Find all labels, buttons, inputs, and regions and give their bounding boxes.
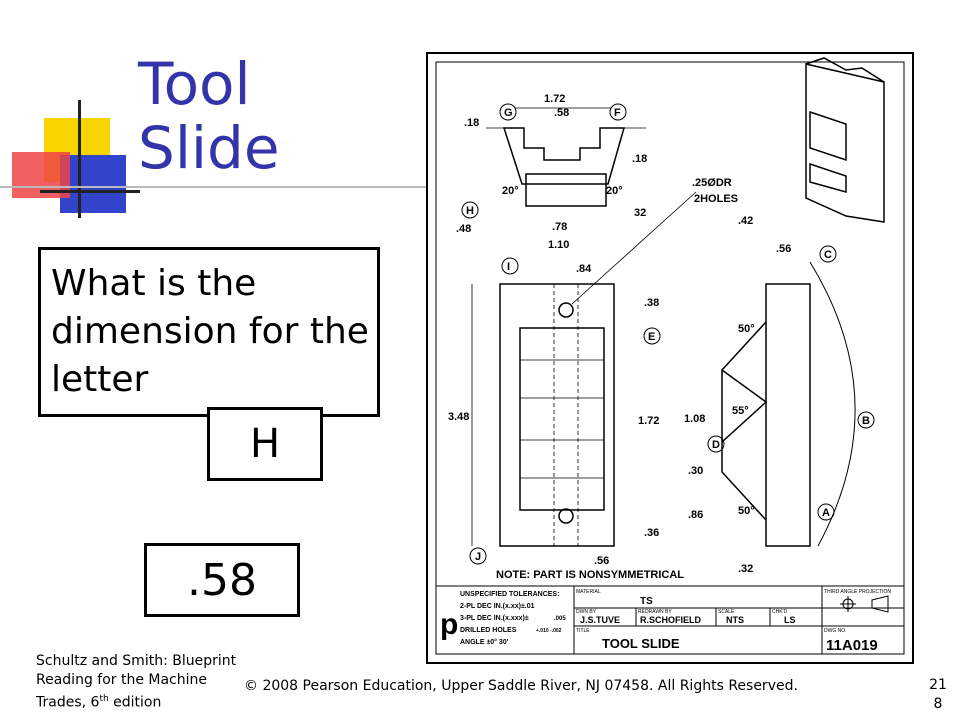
- dim-172b: 1.72: [638, 415, 660, 427]
- page-number-line-1: 21: [929, 677, 947, 693]
- page-number-line-2: 8: [933, 696, 943, 712]
- citation: [36, 652, 246, 713]
- tb-title: TOOL SLIDE: [602, 636, 680, 651]
- dim-18b: .18: [632, 153, 648, 165]
- svg-text:J: J: [475, 551, 482, 563]
- ang-50a: 50°: [738, 323, 755, 335]
- ang-20a: 20°: [502, 185, 519, 197]
- citation-sup: th: [99, 694, 109, 704]
- dim-32b: .32: [738, 563, 754, 575]
- tb-dwn: J.S.TUVE: [580, 615, 621, 625]
- tb-tol3: DRILLED HOLES: [460, 627, 517, 634]
- tb-unspec: UNSPECIFIED TOLERANCES:: [460, 591, 560, 598]
- svg-text:A: A: [822, 507, 830, 519]
- svg-text:H: H: [466, 205, 474, 217]
- dim-48: .48: [456, 223, 472, 235]
- citation-line-3-end: edition: [108, 694, 162, 711]
- dim-56a: .56: [776, 243, 792, 255]
- svg-text:G: G: [504, 107, 513, 119]
- answer-box: .58: [144, 543, 300, 617]
- citation-line-2: Reading for the Machine: [36, 672, 208, 688]
- label-c: [820, 246, 836, 262]
- tb-tol4: ANGLE ±0° 30': [460, 639, 509, 646]
- title-line-1: Tool: [138, 50, 251, 118]
- svg-text:I: I: [507, 261, 511, 273]
- ang-20b: 20°: [606, 185, 623, 197]
- title-divider: [0, 186, 430, 188]
- tb-scale: NTS: [726, 615, 744, 625]
- isometric-sketch: [806, 58, 884, 222]
- tb-dwgno-lbl: DWG NO.: [824, 628, 847, 634]
- tb-tol3v: +.010 -.002: [536, 628, 562, 634]
- svg-text:F: F: [614, 107, 621, 119]
- tb-tol2v: .005: [554, 616, 566, 622]
- svg-text:D: D: [712, 439, 720, 451]
- label-e: [644, 328, 660, 344]
- svg-text:C: C: [824, 249, 832, 261]
- tb-logo: p: [440, 608, 459, 641]
- dim-108: 1.08: [684, 413, 706, 425]
- tb-projection: THIRD ANGLE PROJECTION: [824, 589, 891, 595]
- label-i: [502, 258, 518, 274]
- citation-line-1: Schultz and Smith: Blueprint: [36, 653, 237, 669]
- drawing-note: NOTE: PART IS NONSYMMETRICAL: [496, 569, 685, 581]
- dim-84: .84: [576, 263, 592, 275]
- tb-tol2: 3-PL DEC IN.(x.xxx)±: [460, 615, 529, 622]
- dim-110: 1.10: [548, 239, 570, 251]
- tb-redrawn: R.SCHOFIELD: [640, 615, 702, 625]
- tb-redrawn-lbl: REDRAWN BY: [638, 609, 672, 615]
- dim-32a: 32: [634, 207, 647, 219]
- question-text: What is the dimension for the letter: [51, 263, 369, 400]
- tb-title-lbl: TITLE: [576, 628, 590, 634]
- label-b: [858, 412, 874, 428]
- copyright: © 2008 Pearson Education, Upper Saddle River, NJ 07458. All Rights Reserved.: [244, 678, 798, 694]
- ang-55: 55°: [732, 405, 749, 417]
- tb-material-lbl: MATERIAL: [576, 589, 601, 595]
- label-j: [470, 548, 486, 564]
- dim-25: .25ØDR: [692, 177, 732, 189]
- dim-18a: .18: [464, 117, 480, 129]
- tb-material: TS: [640, 596, 653, 607]
- label-f: [610, 104, 626, 120]
- logo-decoration: [0, 100, 140, 220]
- tb-tol1: 2-PL DEC IN.(x.xx)±.01: [460, 603, 535, 610]
- dim-56b: .56: [594, 555, 610, 567]
- slide-title: [138, 52, 280, 180]
- dim-42: .42: [738, 215, 754, 227]
- tb-chkd-lbl: CHK'D: [772, 609, 788, 615]
- question-box: [38, 247, 380, 417]
- dim-36: .36: [644, 527, 660, 539]
- dim-38: .38: [644, 297, 660, 309]
- dim-holes: 2HOLES: [694, 193, 739, 205]
- tb-dwn-lbl: DWN BY: [576, 609, 596, 615]
- dim-348: 3.48: [448, 411, 470, 423]
- citation-line-3: Trades, 6: [36, 694, 100, 711]
- blueprint-drawing: [426, 52, 914, 664]
- dim-78: .78: [552, 221, 568, 233]
- svg-text:E: E: [648, 331, 656, 343]
- tb-chkd: LS: [784, 615, 796, 625]
- ang-50b: 50°: [738, 505, 755, 517]
- svg-text:B: B: [862, 415, 870, 427]
- dim-172: 1.72: [544, 93, 566, 105]
- letter-box: H: [207, 407, 323, 481]
- tb-dwgno: 11A019: [826, 637, 878, 654]
- label-h: [462, 202, 478, 218]
- dim-58: .58: [554, 107, 570, 119]
- dim-86: .86: [688, 509, 704, 521]
- dim-30: .30: [688, 465, 704, 477]
- title-line-2: Slide: [138, 114, 280, 182]
- page-number: [928, 676, 948, 714]
- tb-scale-lbl: SCALE: [718, 609, 735, 615]
- label-g: [500, 104, 516, 120]
